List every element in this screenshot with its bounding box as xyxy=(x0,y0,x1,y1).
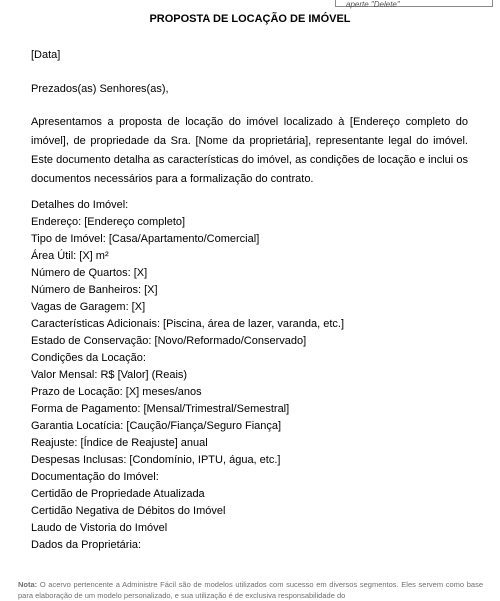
salutation: Prezados(as) Senhores(as), xyxy=(31,83,169,95)
delete-hint-box xyxy=(335,0,493,7)
list-item: Dados da Proprietária: xyxy=(31,539,142,551)
footer-note-text: O acervo pertencente a Administre Fácil são de modelos utilizados com sucesso em diversos segmentos. Eles servem como base para elaboração de um modelo personalizado, e sua utilização é de exclusiva responsabilidade do xyxy=(18,580,483,600)
list-item: Prazo de Locação: [X] meses/anos xyxy=(31,386,202,398)
delete-hint-text: aperte "Delete" xyxy=(346,0,400,9)
list-item: Número de Quartos: [X] xyxy=(31,267,148,279)
list-item: Despesas Inclusas: [Condomínio, IPTU, água, etc.] xyxy=(31,454,281,466)
list-item: Documentação do Imóvel: xyxy=(31,471,159,483)
list-item: Tipo de Imóvel: [Casa/Apartamento/Comercial] xyxy=(31,233,260,245)
list-item: Laudo de Vistoria do Imóvel xyxy=(31,522,168,534)
list-item: Certidão de Propriedade Atualizada xyxy=(31,488,205,500)
list-item: Condições da Locação: xyxy=(31,352,146,364)
intro-paragraph: Apresentamos a proposta de locação do imóvel localizado à [Endereço completo do imóvel], de propriedade da Sra. [Nome da proprietária], representante legal do imóvel. Este documento detalha as características do imóvel, as condições de locação e inclui os documentos necessários para a formalização do contrato. xyxy=(31,116,468,185)
date-placeholder: [Data] xyxy=(31,49,61,61)
list-item: Endereço: [Endereço completo] xyxy=(31,216,186,228)
list-item: Valor Mensal: R$ [Valor] (Reais) xyxy=(31,369,188,381)
footer-note xyxy=(18,579,483,601)
list-item: Certidão Negativa de Débitos do Imóvel xyxy=(31,505,226,517)
list-item: Forma de Pagamento: [Mensal/Trimestral/Semestral] xyxy=(31,403,290,415)
list-item: Garantia Locatícia: [Caução/Fiança/Seguro Fiança] xyxy=(31,420,282,432)
list-item: Reajuste: [Índice de Reajuste] anual xyxy=(31,437,208,449)
list-item: Número de Banheiros: [X] xyxy=(31,284,158,296)
list-item: Área Útil: [X] m² xyxy=(31,250,109,262)
list-item: Detalhes do Imóvel: xyxy=(31,199,129,211)
list-item: Estado de Conservação: [Novo/Reformado/Conservado] xyxy=(31,335,307,347)
footer-note-label: Nota: xyxy=(18,580,38,589)
list-item: Vagas de Garagem: [X] xyxy=(31,301,146,313)
document-title: PROPOSTA DE LOCAÇÃO DE IMÓVEL xyxy=(149,13,351,25)
list-item: Características Adicionais: [Piscina, área de lazer, varanda, etc.] xyxy=(31,318,345,330)
